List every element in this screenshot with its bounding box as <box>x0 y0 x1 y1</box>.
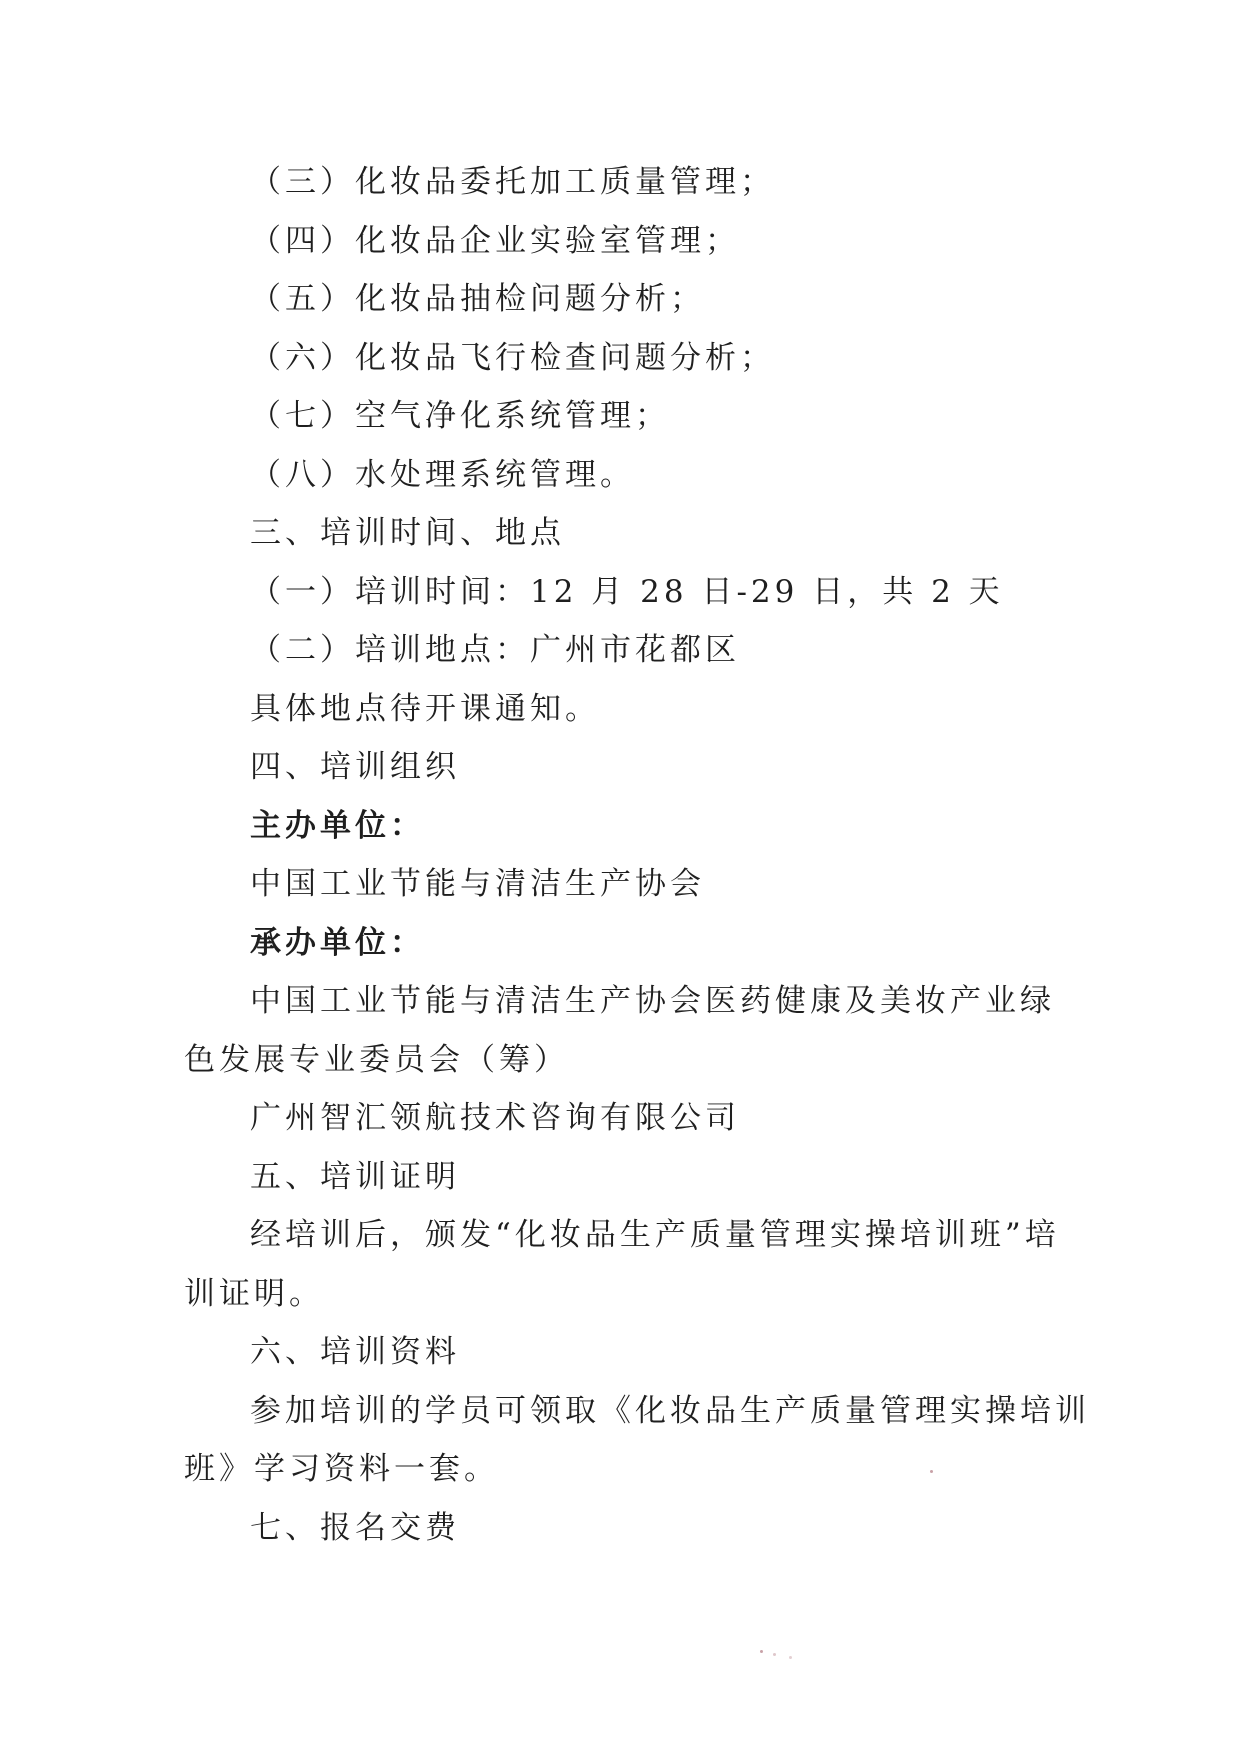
item-6-flight-inspection: （六）化妆品飞行检查问题分析； <box>250 340 775 376</box>
scan-speck <box>760 1650 763 1653</box>
scan-speck <box>789 1656 792 1659</box>
co-organizer-label: 承办单位： <box>250 925 425 961</box>
co-organizer-name-line-2: 色发展专业委员会（筹） <box>184 1042 569 1078</box>
item-7-air-purification: （七）空气净化系统管理； <box>250 398 670 434</box>
scan-speck <box>773 1653 776 1656</box>
certificate-text-line-2: 训证明。 <box>184 1276 324 1312</box>
materials-text-line-2: 班》学习资料一套。 <box>184 1451 499 1487</box>
section-3-heading: 三、培训时间、地点 <box>250 515 565 551</box>
section-5-heading: 五、培训证明 <box>250 1159 460 1195</box>
section-7-heading: 七、报名交费 <box>250 1510 460 1546</box>
certificate-text-line-1: 经培训后，颁发“化妆品生产质量管理实操培训班”培 <box>250 1217 1060 1253</box>
item-5-sampling-analysis: （五）化妆品抽检问题分析； <box>250 281 705 317</box>
organizer-name: 中国工业节能与清洁生产协会 <box>250 866 705 902</box>
co-organizer-name-line-1: 中国工业节能与清洁生产协会医药健康及美妆产业绿 <box>250 983 1055 1019</box>
location-note: 具体地点待开课通知。 <box>250 691 600 727</box>
item-4-laboratory: （四）化妆品企业实验室管理； <box>250 223 740 259</box>
item-3-entrusted-processing: （三）化妆品委托加工质量管理； <box>250 164 775 200</box>
training-location: （二）培训地点：广州市花都区 <box>250 632 740 668</box>
section-4-heading: 四、培训组织 <box>250 749 460 785</box>
scan-speck <box>930 1470 933 1473</box>
section-6-heading: 六、培训资料 <box>250 1334 460 1370</box>
materials-text-line-1: 参加培训的学员可领取《化妆品生产质量管理实操培训 <box>250 1393 1090 1429</box>
co-organizer-company: 广州智汇领航技术咨询有限公司 <box>250 1100 740 1136</box>
training-time: （一）培训时间：12 月 28 日-29 日，共 2 天 <box>250 574 1004 610</box>
organizer-label: 主办单位： <box>250 808 425 844</box>
item-8-water-treatment: （八）水处理系统管理。 <box>250 457 635 493</box>
